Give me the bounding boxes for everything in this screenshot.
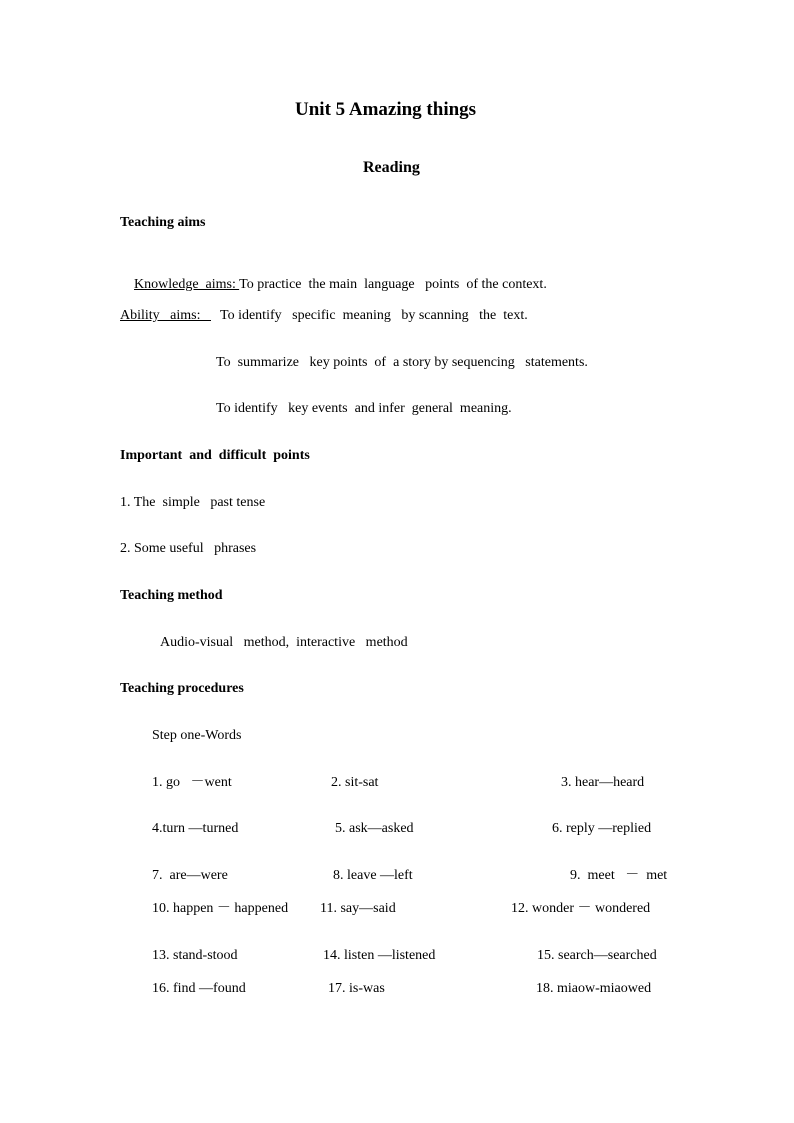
teaching-aims-heading: Teaching aims	[120, 215, 206, 230]
important-points-heading: Important and difficult points	[120, 448, 310, 463]
knowledge-aims-text: To practice the main language points of the context.	[239, 277, 547, 292]
word-item: 11. say—said	[320, 901, 396, 916]
step-heading: Step one-Words	[152, 728, 242, 743]
knowledge-aims-line	[120, 261, 547, 309]
word-item: 12. wonder － wondered	[511, 901, 651, 916]
word-item: 4.turn —turned	[152, 821, 239, 836]
word-item: 1. go －went	[152, 775, 232, 790]
word-item: 6. reply —replied	[552, 821, 652, 836]
word-item: 15. search—searched	[537, 948, 657, 963]
word-item: 10. happen － happened	[152, 901, 289, 916]
ability-aim-item: To summarize key points of a story by sequencing statements.	[216, 355, 588, 370]
word-item: 5. ask—asked	[335, 821, 414, 836]
ability-aim-item: To identify specific meaning by scanning the text.	[220, 308, 528, 323]
document-title: Unit 5 Amazing things	[295, 99, 477, 120]
word-item: 8. leave —left	[333, 868, 413, 883]
word-item: 14. listen —listened	[323, 948, 436, 963]
ability-aims-label: Ability aims:	[120, 308, 211, 323]
important-point-item: 2. Some useful phrases	[120, 541, 257, 556]
ability-aim-item: To identify key events and infer general meaning.	[216, 401, 512, 416]
word-item: 18. miaow-miaowed	[536, 981, 652, 996]
teaching-method-text: Audio-visual method, interactive method	[160, 635, 408, 650]
word-item: 17. is-was	[328, 981, 385, 996]
knowledge-aims-label: Knowledge aims:	[134, 277, 240, 292]
word-item: 13. stand-stood	[152, 948, 238, 963]
teaching-procedures-heading: Teaching procedures	[120, 681, 244, 696]
word-item: 7. are—were	[152, 868, 228, 883]
word-item: 2. sit-sat	[331, 775, 379, 790]
word-item: 16. find —found	[152, 981, 246, 996]
word-item: 3. hear—heard	[561, 775, 645, 790]
teaching-method-heading: Teaching method	[120, 588, 223, 603]
important-point-item: 1. The simple past tense	[120, 495, 266, 510]
word-item: 9. meet － met	[570, 868, 668, 883]
document-subtitle: Reading	[363, 159, 420, 176]
